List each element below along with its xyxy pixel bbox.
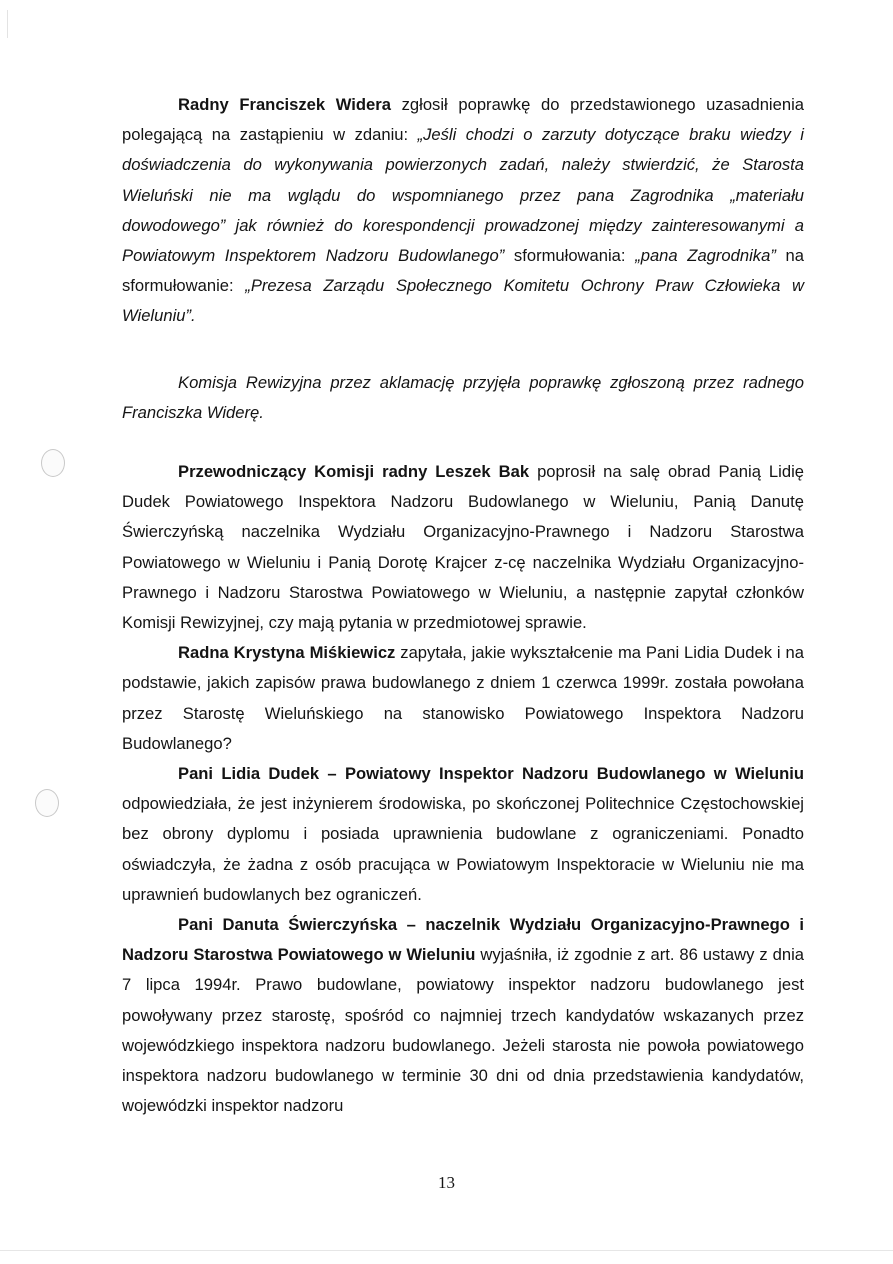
speaker-dudek: Pani Lidia Dudek – Powiatowy Inspektor Nadzoru Budowlanego w Wieluniu bbox=[178, 764, 804, 784]
scan-bottom-edge bbox=[0, 1250, 893, 1251]
scan-edge-mark bbox=[7, 10, 8, 38]
discussion-block bbox=[122, 457, 804, 1121]
amendment-quote: „Jeśli chodzi o zarzuty dotyczące braku wiedzy i doświadczenia do wykonywania powierzonych zadań, należy stwierdzić, że Starosta Wieluński nie ma wglądu do wspomnianego przez pana Zagrodnika „materiału dowodowego” jak również do korespondencji prowadzonej między zainteresowanymi a Powiatowym Inspektorem Nadzoru Budowlanego” bbox=[122, 125, 804, 266]
acclamation-text: Komisja Rewizyjna przez aklamację przyjęła poprawkę zgłoszoną przez radnego Franciszka Widerę. bbox=[122, 373, 804, 423]
speaker-bak: Przewodniczący Komisji radny Leszek Bak bbox=[178, 462, 530, 481]
paragraph-chairman bbox=[122, 457, 804, 638]
swierczynska-text: wyjaśniła, iż zgodnie z art. 86 ustawy z dnia 7 lipca 1994r. Prawo budowlane, powiatowy inspektor nadzoru budowlanego jest powoływany przez starostę, spośród co najmniej trzech kandydatów wskazanych przez wojewódzkiego inspektora nadzoru budowlanego. Jeżeli starosta nie powoła powiatowego inspektora nadzoru budowlanego w terminie 30 dni od dnia przedstawienia kandydatów, wojewódzki inspektor nadzoru bbox=[122, 945, 804, 1116]
amendment-intro: zgłosił poprawkę do przedstawionego uzasadnienia polegającą na zastąpieniu w zdaniu: bbox=[122, 95, 804, 145]
paragraph-swierczynska bbox=[122, 910, 804, 1121]
chairman-text: poprosił na salę obrad Panią Lidię Dudek Powiatowego Inspektora Nadzoru Budowlanego w Wieluniu, Panią Danutę Świerczyńską naczelnika Wydziału Organizacyjno-Prawnego i Nadzoru Starostwa Powiatowego w Wieluniu i Panią Dorotę Krajcer z-cę naczelnika Wydziału Organizacyjno-Prawnego i Nadzoru Starostwa Powiatowego w Wieluniu, a następnie zapytał członków Komisji Rewizyjnej, czy mają pytania w przedmiotowej sprawie. bbox=[122, 462, 804, 633]
amendment-connector: na sformułowanie: bbox=[122, 246, 804, 296]
phrase-old: „pana Zagrodnika” bbox=[635, 246, 776, 266]
amendment-middle: sformułowania: bbox=[504, 246, 636, 266]
page-number: 13 bbox=[438, 1173, 455, 1192]
phrase-new: „Prezesa Zarządu Społecznego Komitetu Ochrony Praw Człowieka w Wieluniu”. bbox=[122, 276, 804, 326]
miskiewicz-text: zapytała, jakie wykształcenie ma Pani Lidia Dudek i na podstawie, jakich zapisów prawa budowlanego z dniem 1 czerwca 1999r. została powołana przez Starostę Wieluńskiego na stanowisko Powiatowego Inspektora Nadzoru Budowlanego? bbox=[122, 643, 804, 753]
paragraph-amendment bbox=[122, 90, 804, 332]
paragraph-dudek bbox=[122, 759, 804, 910]
punch-hole-top bbox=[41, 449, 65, 477]
dudek-text: odpowiedziała, że jest inżynierem środowiska, po skończonej Politechnice Częstochowskiej bez obrony dyplomu i posiada uprawnienia budowlane z ograniczeniami. Ponadto oświadczyła, że żadna z osób pracująca w Powiatowym Inspektoracie w Wieluniu nie ma uprawnień budowlanych bez ograniczeń. bbox=[122, 794, 804, 904]
speaker-swierczynska: Pani Danuta Świerczyńska – naczelnik Wydziału Organizacyjno-Prawnego i Nadzoru Starostwa Powiatowego w Wieluniu bbox=[122, 915, 804, 965]
punch-hole-bottom bbox=[35, 789, 59, 817]
speaker-miskiewicz: Radna Krystyna Miśkiewicz bbox=[178, 643, 396, 663]
paragraph-acclamation bbox=[122, 368, 804, 428]
paragraph-miskiewicz bbox=[122, 638, 804, 759]
speaker-widera: Radny Franciszek Widera bbox=[178, 95, 391, 114]
